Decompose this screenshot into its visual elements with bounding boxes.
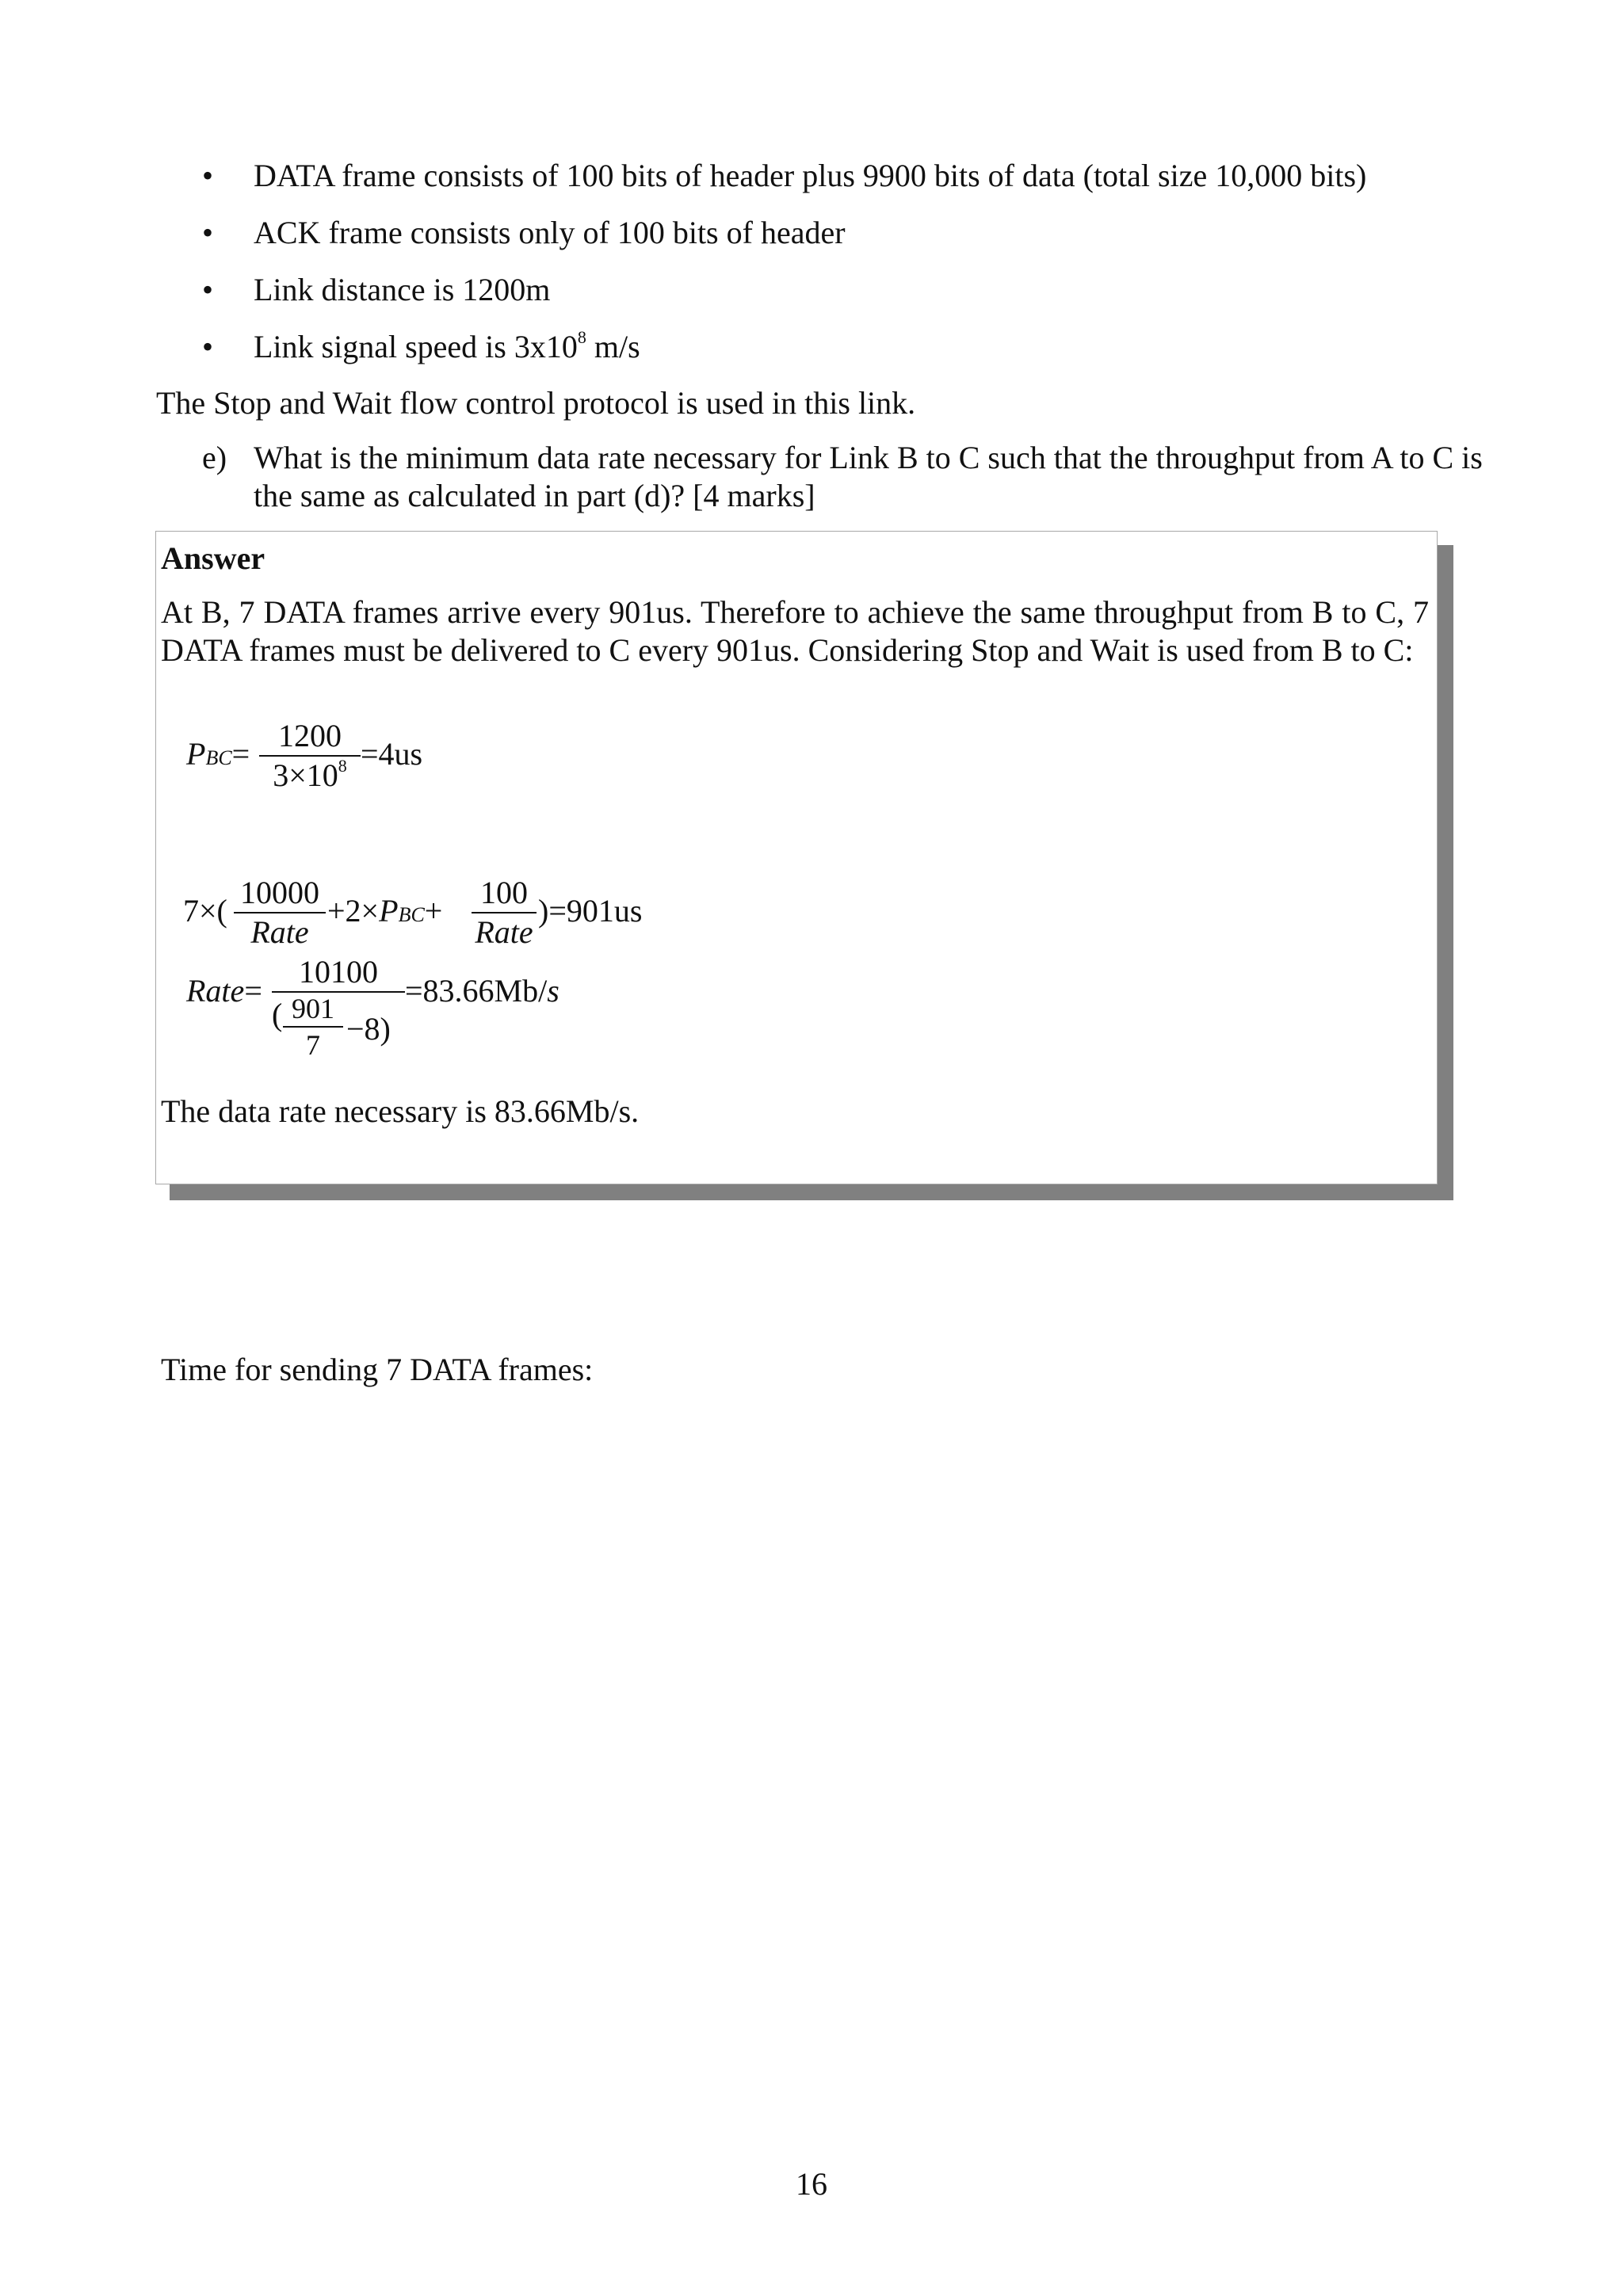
bullet-icon: • [202, 158, 214, 193]
list-item: • DATA frame consists of 100 bits of header plus 9900 bits of data (total size 10,000 bits) [202, 158, 1367, 193]
question-text: What is the minimum data rate necessary for Link B to C such that the throughput from A to C is the same as calculated in part (d)? [4 marks] [254, 440, 1483, 513]
answer-box: Answer At B, 7 DATA frames arrive every 901us. Therefore to achieve the same throughput from B to C, 7 DATA frames must be delivered to C every 901us. Considering Stop and Wait is used from B to C: PBC= $\frac{1200}{3\times 10^8}$ =4us Time for sending 7 DATA frames: 7×( 10000 Rate +2×PBC+ 100 Rate )=901us Rate= 10100 ( $\frac{901}{7}$ −8) =83.66Mb/s The data rate necessary is 83.66Mb/s. [155, 531, 1438, 1184]
fraction: 100 Rate [472, 874, 537, 952]
fraction: 10000 Rate [234, 874, 326, 952]
intro-paragraph: The Stop and Wait flow control protocol is used in this link. [156, 385, 916, 421]
answer-paragraph: At B, 7 DATA frames arrive every 901us. Therefore to achieve the same throughput from B to C, 7 DATA frames must be delivered to C every 901us. Considering Stop and Wait is used from B to C: [161, 594, 1429, 668]
superscript: 8 [577, 326, 586, 347]
bullet-icon: • [202, 272, 214, 307]
list-item: • Link distance is 1200m [202, 272, 551, 307]
list-item: • ACK frame consists only of 100 bits of header [202, 215, 846, 250]
fraction: $\frac{901}{7}$ [283, 991, 343, 1062]
list-item: • Link signal speed is $3x10^8$ m/s [202, 326, 640, 364]
bullet-list [202, 157, 1502, 385]
answer-heading: Answer [161, 540, 265, 576]
bullet-icon: • [202, 329, 214, 364]
fraction: $\frac{1200}{3\times 10^8}$ [259, 717, 361, 795]
answer-conclusion: The data rate necessary is 83.66Mb/s. [161, 1093, 640, 1129]
bullet-icon: • [202, 215, 214, 250]
page-number: 16 [796, 2166, 827, 2202]
time-label: Time for sending 7 DATA frames: [161, 1352, 594, 1387]
question-label: e) [202, 440, 227, 475]
question-e [202, 439, 1486, 515]
